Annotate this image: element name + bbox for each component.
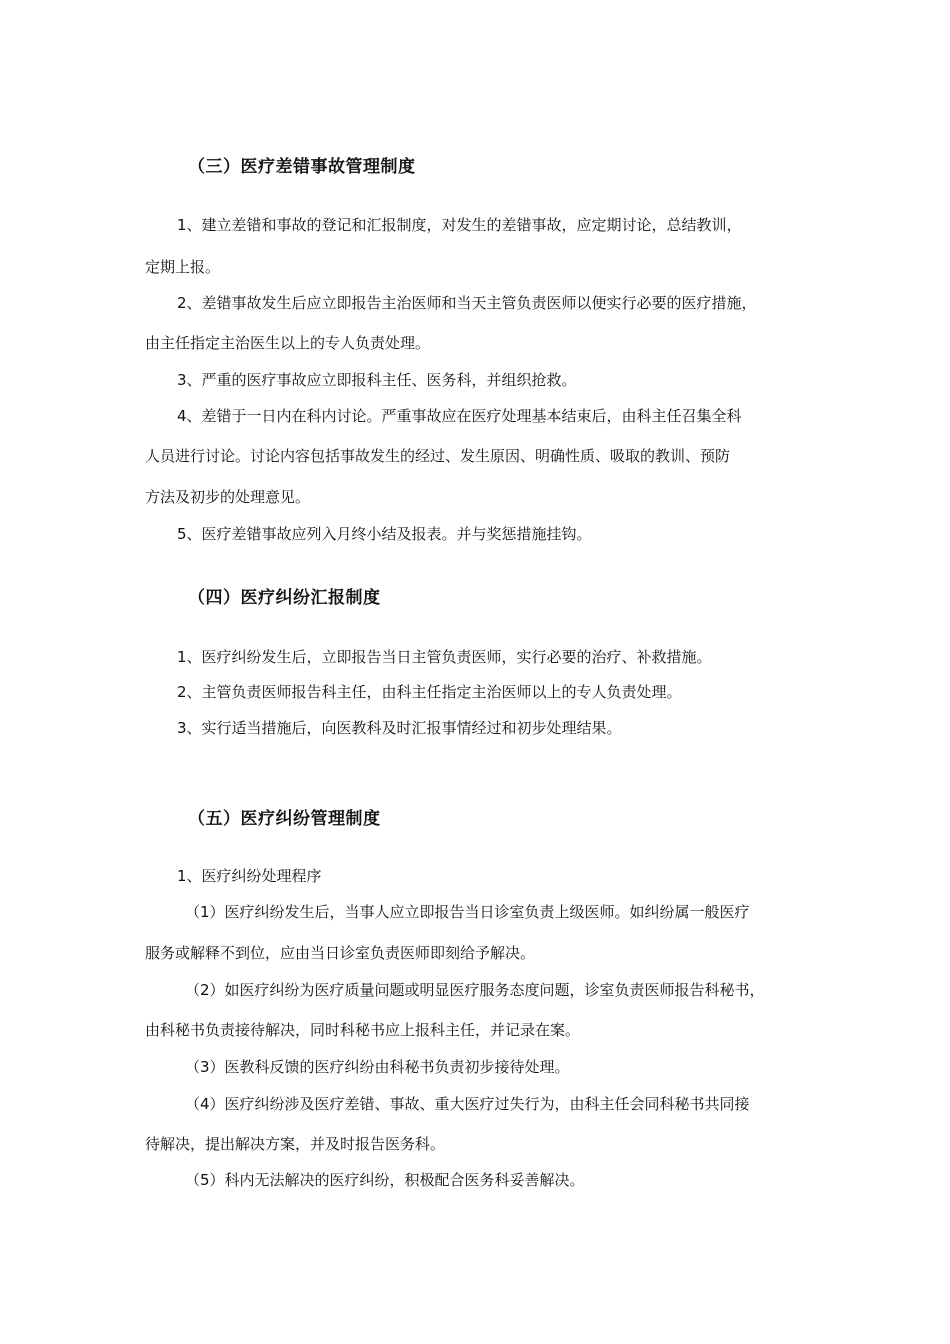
paragraph-line: （3）医教科反馈的医疗纠纷由科秘书负责初步接待处理。 [185,1058,570,1076]
paragraph-line: 1、医疗纠纷发生后，立即报告当日主管负责医师，实行必要的治疗、补救措施。 [177,648,712,666]
section-heading: （三）医疗差错事故管理制度 [188,157,416,177]
section-heading: （五）医疗纠纷管理制度 [188,809,381,829]
paragraph-line: 人员进行讨论。讨论内容包括事故发生的经过、发生原因、明确性质、吸取的教训、预防 [145,447,731,465]
paragraph-line: （1）医疗纠纷发生后，当事人应立即报告当日诊室负责上级医师。如纠纷属一般医疗 [185,903,750,921]
paragraph-line: 5、医疗差错事故应列入月终小结及报表。并与奖惩措施挂钩。 [177,525,592,543]
paragraph-line: 服务或解释不到位，应由当日诊室负责医师即刻给予解决。 [145,944,536,962]
paragraph-line: 定期上报。 [145,258,221,276]
paragraph-line: 待解决，提出解决方案，并及时报告医务科。 [145,1135,446,1153]
paragraph-line: 1、医疗纠纷处理程序 [177,867,322,885]
paragraph-line: 2、差错事故发生后应立即报告主治医师和当天主管负责医师以便实行必要的医疗措施， [177,294,757,312]
paragraph-line: 1、建立差错和事故的登记和汇报制度，对发生的差错事故，应定期讨论，总结教训， [177,216,742,234]
paragraph-line: 4、差错于一日内在科内讨论。严重事故应在医疗处理基本结束后，由科主任召集全科 [177,407,742,425]
paragraph-line: 方法及初步的处理意见。 [145,488,311,506]
paragraph-line: （5）科内无法解决的医疗纠纷，积极配合医务科妥善解决。 [185,1171,585,1189]
paragraph-line: 2、主管负责医师报告科主任，由科主任指定主治医师以上的专人负责处理。 [177,683,682,701]
paragraph-line: （2）如医疗纠纷为医疗质量问题或明显医疗服务态度问题，诊室负责医师报告科秘书， [185,981,765,999]
section-heading: （四）医疗纠纷汇报制度 [188,588,381,608]
paragraph-line: 3、实行适当措施后，向医教科及时汇报事情经过和初步处理结果。 [177,719,622,737]
paragraph-line: （4）医疗纠纷涉及医疗差错、事故、重大医疗过失行为，由科主任会同科秘书共同接 [185,1095,750,1113]
paragraph-line: 由科秘书负责接待解决，同时科秘书应上报科主任，并记录在案。 [145,1021,581,1039]
paragraph-line: 3、严重的医疗事故应立即报科主任、医务科，并组织抢救。 [177,371,577,389]
paragraph-line: 由主任指定主治医生以上的专人负责处理。 [145,334,431,352]
